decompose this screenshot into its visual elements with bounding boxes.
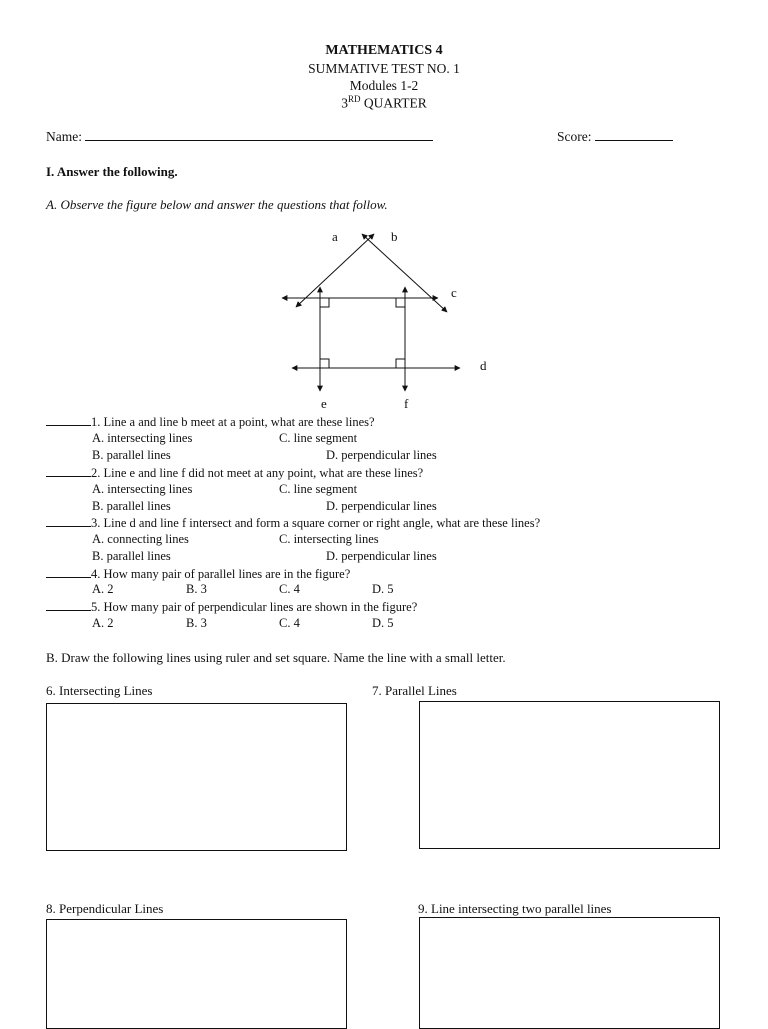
question-4 bbox=[46, 566, 350, 582]
answer-blank-1[interactable] bbox=[46, 414, 91, 426]
label-e: e bbox=[321, 396, 327, 411]
right-angle-marker bbox=[320, 298, 329, 307]
score-label: Score: bbox=[557, 129, 592, 144]
quarter-label bbox=[0, 94, 768, 112]
answer-blank-5[interactable] bbox=[46, 599, 91, 611]
q2-option-c: C. line segment bbox=[279, 482, 358, 496]
answer-blank-2[interactable] bbox=[46, 465, 91, 477]
label-a: a bbox=[332, 229, 338, 244]
q2-option-a: A. intersecting lines bbox=[92, 482, 193, 496]
item-9-label: 9. Line intersecting two parallel lines bbox=[418, 901, 612, 916]
modules-label: Modules 1-2 bbox=[349, 78, 419, 93]
quarter-number: 3 bbox=[341, 95, 348, 111]
lines-figure bbox=[270, 225, 500, 415]
q5-option-b: B. 3 bbox=[186, 616, 207, 630]
part-b-instruction: B. Draw the following lines using ruler and set square. Name the line with a small letter. bbox=[46, 650, 506, 665]
drawing-box-7[interactable] bbox=[419, 701, 720, 849]
name-row bbox=[46, 129, 433, 145]
q4-option-c: C. 4 bbox=[279, 582, 300, 596]
q5-option-a: A. 2 bbox=[92, 616, 114, 630]
right-angle-marker bbox=[396, 359, 405, 368]
q4-option-d: D. 5 bbox=[372, 582, 394, 596]
question-1 bbox=[46, 414, 375, 430]
q1-option-b: B. parallel lines bbox=[92, 448, 171, 462]
part-a-instruction: A. Observe the figure below and answer the questions that follow. bbox=[46, 197, 388, 212]
q5-option-d: D. 5 bbox=[372, 616, 394, 630]
test-title: MATHEMATICS 4 bbox=[325, 43, 443, 58]
label-c: c bbox=[451, 285, 457, 300]
q1-option-d: D. perpendicular lines bbox=[326, 448, 437, 462]
question-2 bbox=[46, 465, 423, 481]
item-7-label: 7. Parallel Lines bbox=[372, 683, 457, 698]
right-angle-marker bbox=[396, 298, 405, 307]
q2-option-b: B. parallel lines bbox=[92, 499, 171, 513]
question-3 bbox=[46, 515, 540, 531]
section-heading: I. Answer the following. bbox=[46, 164, 178, 179]
q3-option-c: C. intersecting lines bbox=[279, 532, 379, 546]
question-3-text: 3. Line d and line f intersect and form a square corner or right angle, what are these lines? bbox=[91, 516, 541, 530]
line-a bbox=[296, 234, 374, 307]
q5-option-c: C. 4 bbox=[279, 616, 300, 630]
q4-option-a: A. 2 bbox=[92, 582, 114, 596]
drawing-box-9[interactable] bbox=[419, 917, 720, 1029]
label-b: b bbox=[391, 229, 398, 244]
question-1-text: 1. Line a and line b meet at a point, what are these lines? bbox=[91, 415, 375, 429]
q3-option-b: B. parallel lines bbox=[92, 549, 171, 563]
q4-option-b: B. 3 bbox=[186, 582, 207, 596]
test-name: SUMMATIVE TEST NO. 1 bbox=[308, 61, 460, 76]
q3-option-d: D. perpendicular lines bbox=[326, 549, 437, 563]
drawing-box-8[interactable] bbox=[46, 919, 347, 1029]
label-d: d bbox=[480, 358, 487, 373]
q1-option-a: A. intersecting lines bbox=[92, 431, 193, 445]
q2-option-d: D. perpendicular lines bbox=[326, 499, 437, 513]
item-6-label: 6. Intersecting Lines bbox=[46, 683, 153, 698]
q1-option-c: C. line segment bbox=[279, 431, 358, 445]
question-2-text: 2. Line e and line f did not meet at any point, what are these lines? bbox=[91, 466, 424, 480]
score-row bbox=[557, 129, 673, 145]
label-f: f bbox=[404, 396, 409, 411]
name-blank[interactable] bbox=[85, 129, 433, 141]
quarter-word: QUARTER bbox=[360, 95, 427, 111]
question-5-text: 5. How many pair of perpendicular lines are shown in the figure? bbox=[91, 600, 418, 614]
drawing-box-6[interactable] bbox=[46, 703, 347, 851]
answer-blank-4[interactable] bbox=[46, 566, 91, 578]
quarter-superscript: RD bbox=[347, 94, 361, 104]
question-4-text: 4. How many pair of parallel lines are in the figure? bbox=[91, 567, 351, 581]
question-5 bbox=[46, 599, 417, 615]
q3-option-a: A. connecting lines bbox=[92, 532, 189, 546]
name-label: Name: bbox=[46, 129, 82, 144]
answer-blank-3[interactable] bbox=[46, 515, 91, 527]
item-8-label: 8. Perpendicular Lines bbox=[46, 901, 164, 916]
score-blank[interactable] bbox=[595, 129, 673, 141]
right-angle-marker bbox=[320, 359, 329, 368]
